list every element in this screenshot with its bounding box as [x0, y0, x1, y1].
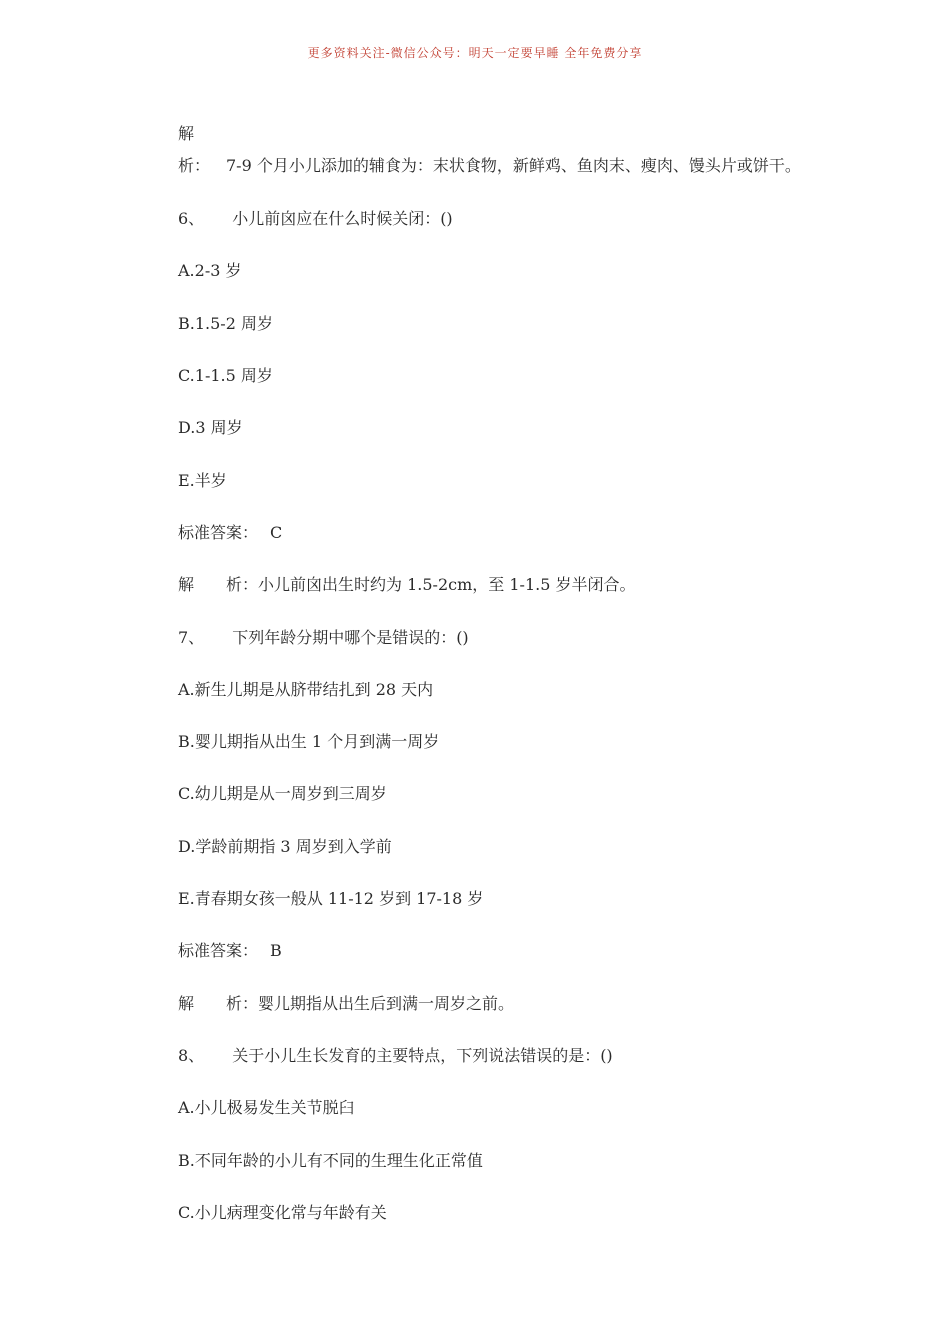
- question-8: [178, 1043, 613, 1066]
- q8-option-a: A.小儿极易发生关节脱臼: [178, 1098, 355, 1117]
- q7-option-b: B.婴儿期指从出生 1 个月到满一周岁: [178, 732, 440, 751]
- question-stem: 关于小儿生长发育的主要特点，下列说法错误的是：(): [232, 1046, 613, 1065]
- question-number: 6、: [178, 209, 205, 228]
- q7-analysis: [178, 991, 514, 1014]
- q7-option-d: D.学龄前期指 3 周岁到入学前: [178, 837, 392, 856]
- question-number: 7、: [178, 628, 205, 647]
- analysis-label: 解 析：: [178, 124, 227, 175]
- analysis-text: 小儿前囟出生时约为 1.5-2cm，至 1-1.5 岁半闭合。: [258, 575, 636, 594]
- q6-option-a: A.2-3 岁: [178, 261, 242, 280]
- q7-option-a: A.新生儿期是从脐带结扎到 28 天内: [178, 680, 434, 699]
- question-6: [178, 206, 453, 229]
- answer-label: 标准答案：: [178, 941, 259, 960]
- q8-option-b: B.不同年龄的小儿有不同的生理生化正常值: [178, 1151, 483, 1170]
- q6-option-d: D.3 周岁: [178, 418, 243, 437]
- analysis-text: 婴儿期指从出生后到满一周岁之前。: [258, 994, 515, 1013]
- analysis-text: 7-9 个月小儿添加的辅食为：末状食物，新鲜鸡、鱼肉末、瘦肉、馒头片或饼干。: [226, 156, 801, 175]
- question-stem: 小儿前囟应在什么时候关闭：(): [232, 209, 453, 228]
- q7-option-c: C.幼儿期是从一周岁到三周岁: [178, 784, 387, 803]
- q6-option-b: B.1.5-2 周岁: [178, 314, 273, 333]
- q7-answer: [178, 938, 282, 961]
- q6-option-c: C.1-1.5 周岁: [178, 366, 273, 385]
- analysis-paragraph: [145, 118, 815, 182]
- question-number: 8、: [178, 1046, 205, 1065]
- q6-analysis: [178, 572, 635, 595]
- analysis-label: 解 析：: [178, 994, 259, 1013]
- question-7: [178, 625, 469, 648]
- answer-label: 标准答案：: [178, 523, 259, 542]
- header-banner: 更多资料关注-微信公众号：明天一定要早睡 全年免费分享: [307, 46, 643, 60]
- q6-option-e: E.半岁: [178, 471, 227, 490]
- q7-option-e: E.青春期女孩一般从 11-12 岁到 17-18 岁: [178, 889, 484, 908]
- answer-value: C: [270, 523, 283, 542]
- q6-answer: [178, 520, 282, 543]
- question-stem: 下列年龄分期中哪个是错误的：(): [232, 628, 469, 647]
- q8-option-c: C.小儿病理变化常与年龄有关: [178, 1203, 387, 1222]
- answer-value: B: [270, 941, 282, 960]
- analysis-label: 解 析：: [178, 575, 259, 594]
